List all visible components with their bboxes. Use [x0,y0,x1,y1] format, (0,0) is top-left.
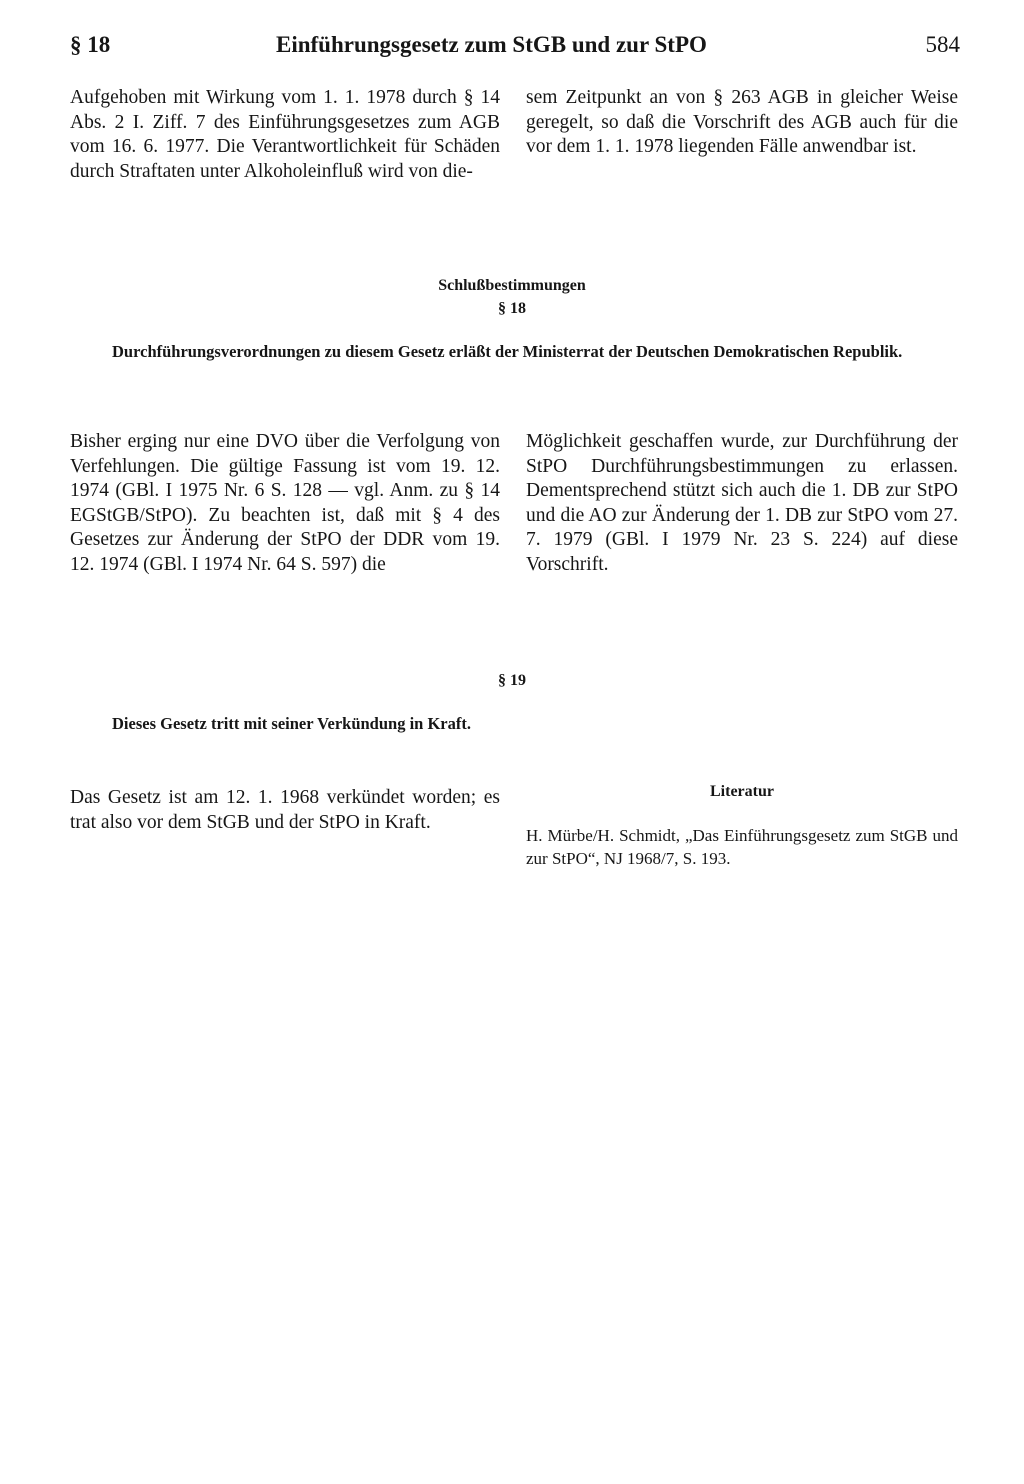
page-number: 584 [925,32,960,57]
header-title: Einführungsgesetz zum StGB und zur StPO [276,32,707,57]
section-19-law-text: Dieses Gesetz tritt mit seiner Verkündung in Kraft. [112,714,471,733]
commentary-18a-right-column: sem Zeitpunkt an von § 263 AGB in gleicher Weise geregelt, so daß die Vorschrift des AGB auch für die vor dem 1. 1. 1978 liegenden Fälle anwendbar ist. [526,87,958,158]
section-18-law-text: Durchführungsverordnungen zu diesem Gesetz erläßt der Ministerrat der Deutschen Demokratischen Republik. [112,342,903,361]
commentary-19-column: Das Gesetz ist am 12. 1. 1968 verkündet worden; es trat also vor dem StGB und der StPO in Kraft. [70,787,500,833]
commentary-18a-left-column: Aufgehoben mit Wirkung vom 1. 1. 1978 durch § 14 Abs. 2 I. Ziff. 7 des Einführungsgesetzes zum AGB vom 16. 6. 1977. Die Verantwortlichkeit für Schäden durch Straftaten unter Alkoholeinfluß wird von die- [70,87,500,182]
section-19-heading: § 19 [498,672,526,689]
commentary-18b-right-column: Möglichkeit geschaffen wurde, zur Durchführung der StPO Durchführungsbestimmungen zu erlassen. Dementsprechend stützt sich auch die 1. DB zur StPO und die AO zur Änderung der 1. DB zur StPO vom 27. 7. 1979 (GBl. I 1979 Nr. 23 S. 224) auf diese Vorschrift. [526,431,958,575]
literature-reference: H. Mürbe/H. Schmidt, „Das Einführungsgesetz zum StGB und zur StPO“, NJ 1968/7, S. 193. [526,826,958,868]
section-18-heading: § 18 [498,300,526,317]
literature-heading: Literatur [710,783,774,800]
page-header [70,32,960,66]
commentary-18b-left-column: Bisher erging nur eine DVO über die Verfolgung von Verfehlungen. Die gültige Fassung ist vom 19. 12. 1974 (GBl. I 1975 Nr. 6 S. 128 — vgl. Anm. zu § 14 EGStGB/StPO). Zu beachten ist, daß mit § 4 des Gesetzes zur Änderung der StPO der DDR vom 19. 12. 1974 (GBl. I 1974 Nr. 64 S. 597) die [70,431,500,575]
final-provisions-heading: Schlußbestimmungen [438,277,586,294]
header-section-number: § 18 [70,32,111,57]
